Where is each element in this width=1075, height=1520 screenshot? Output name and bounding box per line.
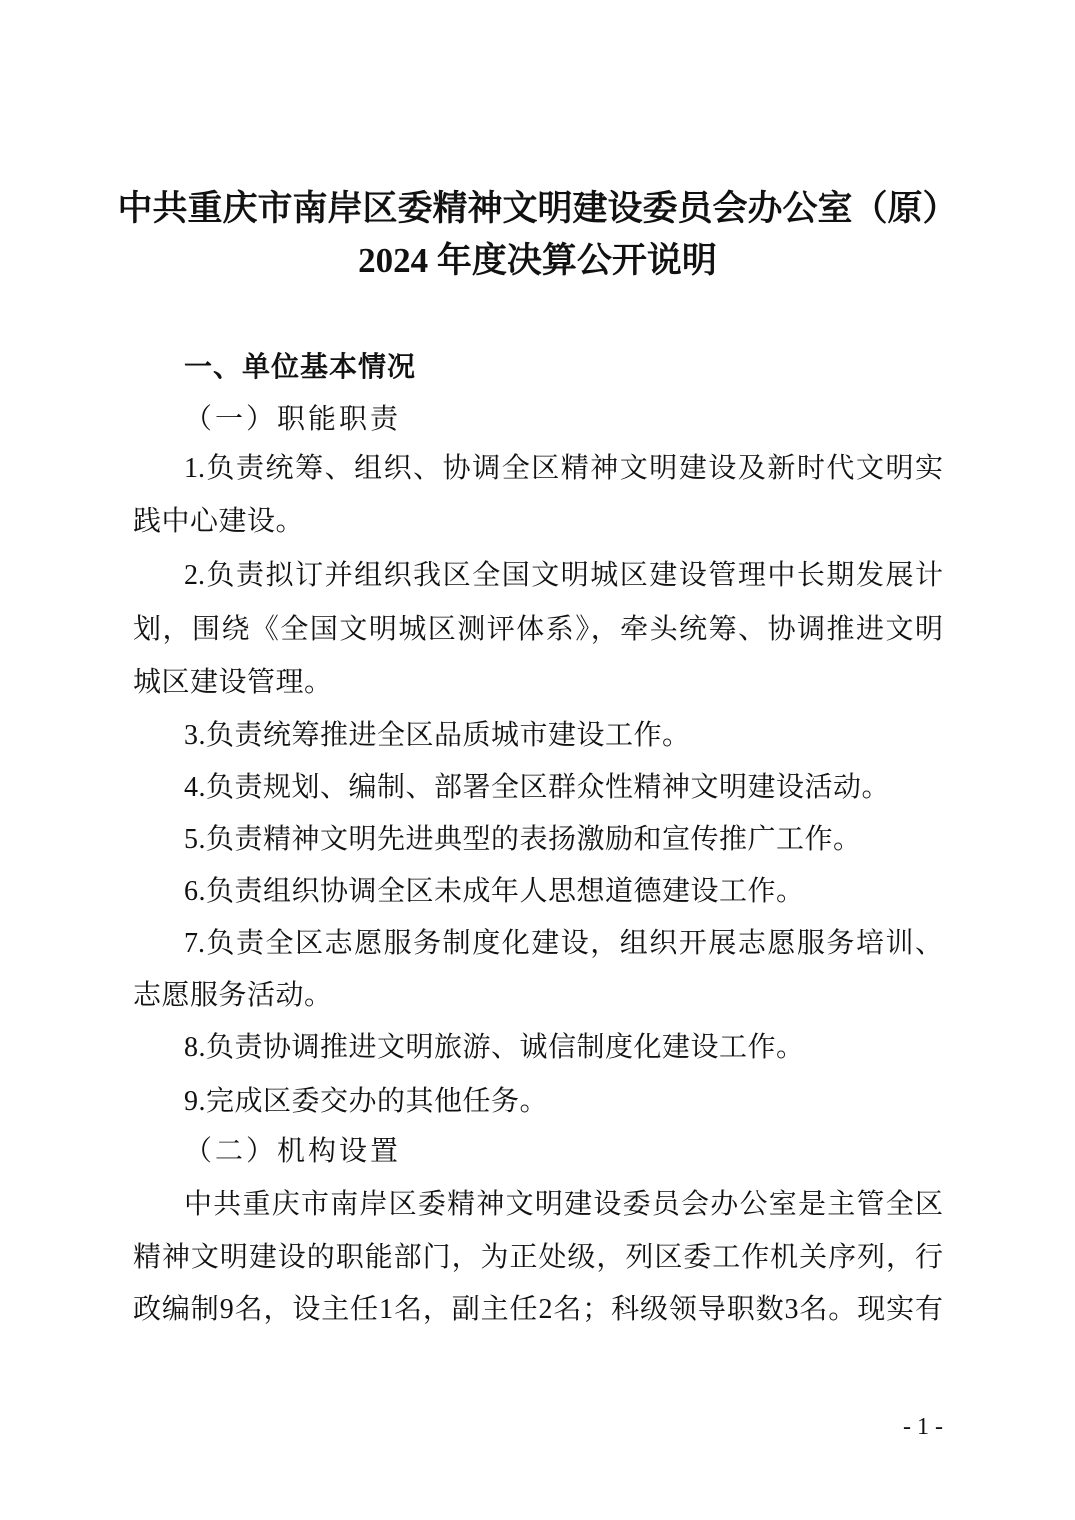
body-line: 中共重庆市南岸区委精神文明建设委员会办公室是主管全区 — [184, 1189, 943, 1220]
subsection-heading: （一）职能职责 — [184, 404, 402, 435]
body-line: 划，围绕《全国文明城区测评体系》，牵头统筹、协调推进文明 — [133, 614, 943, 645]
body-line: 精神文明建设的职能部门，为正处级，列区委工作机关序列，行 — [133, 1242, 943, 1273]
subsection-heading: （二）机构设置 — [184, 1136, 402, 1167]
body-line: 7.负责全区志愿服务制度化建设，组织开展志愿服务培训、 — [184, 928, 943, 959]
body-line: 城区建设管理。 — [133, 667, 333, 698]
body-line: 8.负责协调推进文明旅游、诚信制度化建设工作。 — [184, 1032, 805, 1063]
body-line: 9.完成区委交办的其他任务。 — [184, 1086, 549, 1117]
body-line: 4.负责规划、编制、部署全区群众性精神文明建设活动。 — [184, 772, 891, 803]
body-line: 2.负责拟订并组织我区全国文明城区建设管理中长期发展计 — [184, 560, 943, 591]
document-title-line-1: 中共重庆市南岸区委精神文明建设委员会办公室（原） — [117, 189, 958, 228]
body-line: 政编制9名，设主任1名，副主任2名；科级领导职数3名。现实有 — [133, 1294, 943, 1325]
body-line: 3.负责统筹推进全区品质城市建设工作。 — [184, 720, 691, 751]
body-line: 志愿服务活动。 — [133, 980, 333, 1011]
page-number: - 1 - — [903, 1414, 943, 1440]
body-line: 1.负责统筹、组织、协调全区精神文明建设及新时代文明实 — [184, 453, 943, 484]
body-line: 6.负责组织协调全区未成年人思想道德建设工作。 — [184, 876, 805, 907]
body-line: 践中心建设。 — [133, 506, 305, 537]
document-title-line-2: 2024 年度决算公开说明 — [358, 241, 717, 280]
body-line: 5.负责精神文明先进典型的表扬激励和宣传推广工作。 — [184, 824, 862, 855]
section-heading: 一、单位基本情况 — [184, 352, 417, 383]
